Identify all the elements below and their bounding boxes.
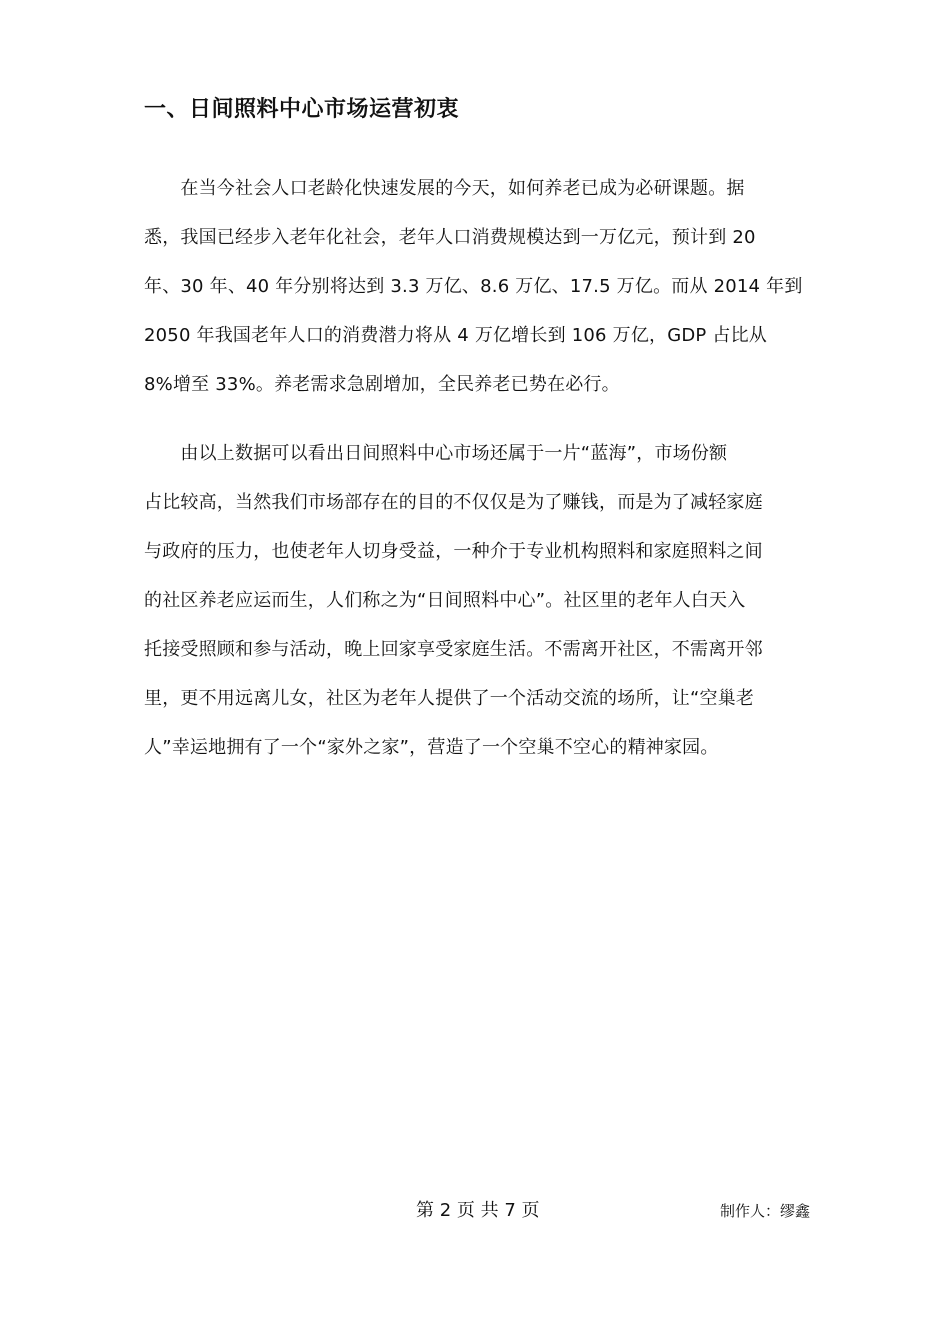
paragraph-line: 8%增至 33%。养老需求急剧增加，全民养老已势在必行。: [144, 374, 620, 395]
paragraph-line: 里，更不用远离儿女，社区为老年人提供了一个活动交流的场所，让“空巢老: [144, 688, 755, 709]
paragraph-line: 2050 年我国老年人口的消费潜力将从 4 万亿增长到 106 万亿，GDP 占比从: [144, 325, 768, 346]
paragraph-1: [144, 164, 808, 409]
paragraph-line: 在当今社会人口老龄化快速发展的今天，如何养老已成为必研课题。据: [144, 178, 745, 199]
paragraph-line: 占比较高，当然我们市场部存在的目的不仅仅是为了赚钱，而是为了减轻家庭: [144, 492, 763, 513]
page-number: 第 2 页 共 7 页: [416, 1200, 540, 1221]
paragraph-line: 悉，我国已经步入老年化社会，老年人口消费规模达到一万亿元，预计到 20: [144, 227, 756, 248]
paragraph-line: 人”幸运地拥有了一个“家外之家”，营造了一个空巢不空心的精神家园。: [144, 737, 719, 758]
paragraph-line: 由以上数据可以看出日间照料中心市场还属于一片“蓝海”，市场份额: [144, 443, 728, 464]
paragraph-line: 的社区养老应运而生，人们称之为“日间照料中心”。社区里的老年人白天入: [144, 590, 746, 611]
section-title: 一、日间照料中心市场运营初衷: [144, 97, 460, 122]
paragraph-line: 托接受照顾和参与活动，晚上回家享受家庭生活。不需离开社区，不需离开邻: [144, 639, 763, 660]
paragraph-2: [144, 429, 808, 772]
paragraph-line: 年、30 年、40 年分别将达到 3.3 万亿、8.6 万亿、17.5 万亿。而从 2014 年到: [144, 276, 803, 297]
paragraph-line: 与政府的压力，也使老年人切身受益，一种介于专业机构照料和家庭照料之间: [144, 541, 763, 562]
author-credit: 制作人：缪鑫: [720, 1202, 811, 1220]
